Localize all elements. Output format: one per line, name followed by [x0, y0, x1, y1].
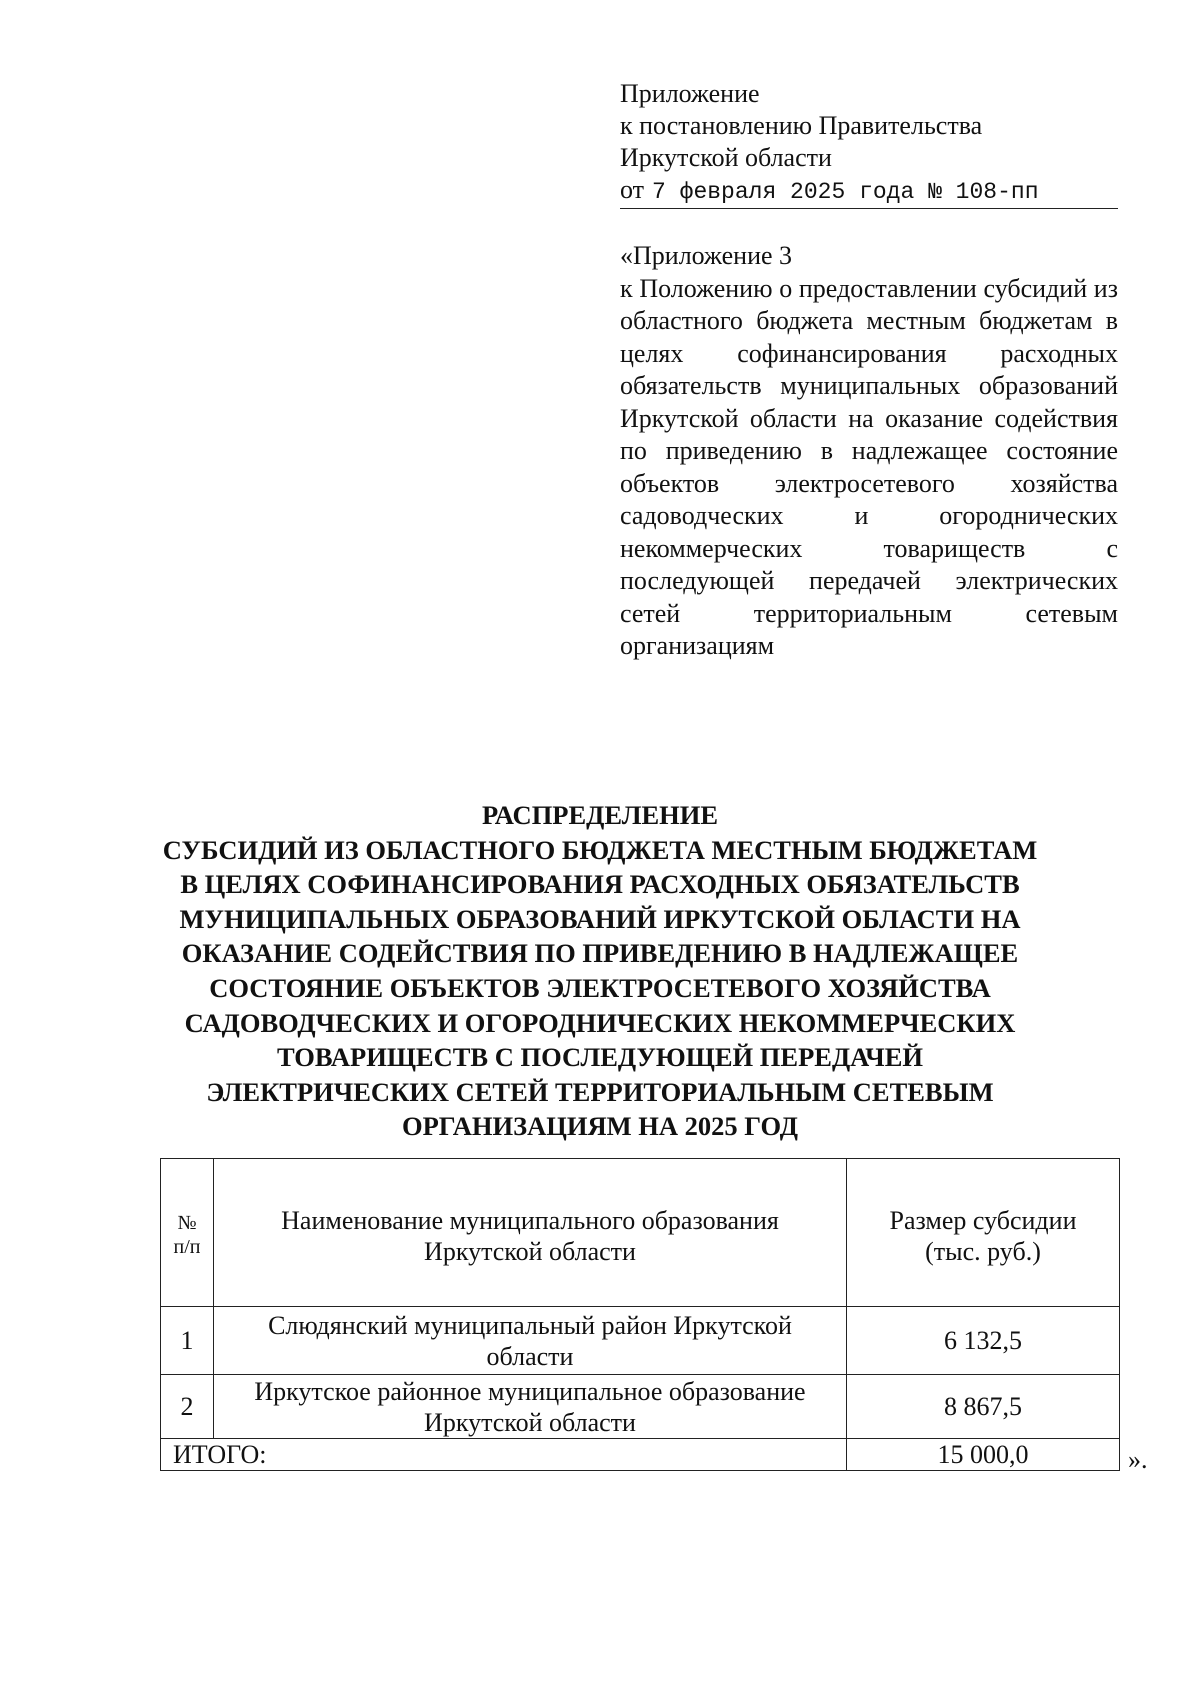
row-municipality: Иркутское районное муниципальное образование Иркутской области [214, 1375, 847, 1439]
header-subsidy-amount: Размер субсидии (тыс. руб.) [847, 1159, 1120, 1307]
approval-line-1: Приложение [620, 79, 760, 108]
annex-heading: «Приложение 3 [620, 241, 793, 270]
row-number: 1 [161, 1307, 214, 1375]
annex-body: к Положению о предоставлении субсидий из областного бюджета местным бюджетам в целях софинансирования расходных обязательств муниципальных образований Иркутской области на оказание содействия по приведению в надлежащее состояние объектов электросетевого хозяйства садоводческих и огороднических некоммерческих товариществ с последующей передачей электрических сетей территориальным сетевым организациям [620, 273, 1118, 660]
approval-decree-number: 7 февраля 2025 года № 108-пп [652, 179, 1039, 205]
total-label: ИТОГО: [161, 1439, 847, 1471]
approval-line-2: к постановлению Правительства [620, 111, 983, 140]
header-number: № п/п [161, 1159, 214, 1307]
title-line: СОСТОЯНИЕ ОБЪЕКТОВ ЭЛЕКТРОСЕТЕВОГО ХОЗЯЙСТВА [209, 972, 991, 1003]
approval-sign-prefix: от [620, 175, 645, 204]
title-line: РАСПРЕДЕЛЕНИЕ [481, 800, 719, 830]
header-municipality: Наименование муниципального образования Иркутской области [214, 1159, 847, 1307]
table-row [161, 1307, 1120, 1375]
closing-quote: ». [1128, 1445, 1148, 1474]
title-line: МУНИЦИПАЛЬНЫХ ОБРАЗОВАНИЙ ИРКУТСКОЙ ОБЛАСТИ НА [179, 903, 1021, 934]
title-line: ТОВАРИЩЕСТВ С ПОСЛЕДУЮЩЕЙ ПЕРЕДАЧЕЙ [276, 1042, 924, 1073]
total-amount: 15 000,0 [847, 1439, 1120, 1471]
approval-block [620, 78, 1118, 209]
row-amount: 8 867,5 [847, 1375, 1120, 1439]
annex-block [620, 240, 1118, 663]
row-amount: 6 132,5 [847, 1307, 1120, 1375]
title-line: ЭЛЕКТРИЧЕСКИХ СЕТЕЙ ТЕРРИТОРИАЛЬНЫМ СЕТЕВЫМ [206, 1076, 994, 1107]
subsidy-distribution-table [160, 1158, 1120, 1471]
table-header-row [161, 1159, 1120, 1307]
table-row [161, 1375, 1120, 1439]
approval-signature-line [620, 174, 1118, 209]
title-line: СУБСИДИЙ ИЗ ОБЛАСТНОГО БЮДЖЕТА МЕСТНЫМ БЮДЖЕТАМ [162, 834, 1038, 865]
approval-line-3: Иркутской области [620, 143, 832, 172]
row-municipality: Слюдянский муниципальный район Иркутской области [214, 1307, 847, 1375]
title-line: САДОВОДЧЕСКИХ И ОГОРОДНИЧЕСКИХ НЕКОММЕРЧЕСКИХ [184, 1007, 1016, 1038]
title-line: ОКАЗАНИЕ СОДЕЙСТВИЯ ПО ПРИВЕДЕНИЮ В НАДЛЕЖАЩЕЕ [181, 938, 1019, 969]
document-title [140, 798, 1060, 1144]
title-line: В ЦЕЛЯХ СОФИНАНСИРОВАНИЯ РАСХОДНЫХ ОБЯЗАТЕЛЬСТВ [180, 869, 1020, 900]
row-number: 2 [161, 1375, 214, 1439]
table-total-row [161, 1439, 1120, 1471]
title-line: ОРГАНИЗАЦИЯМ НА 2025 ГОД [402, 1111, 798, 1142]
